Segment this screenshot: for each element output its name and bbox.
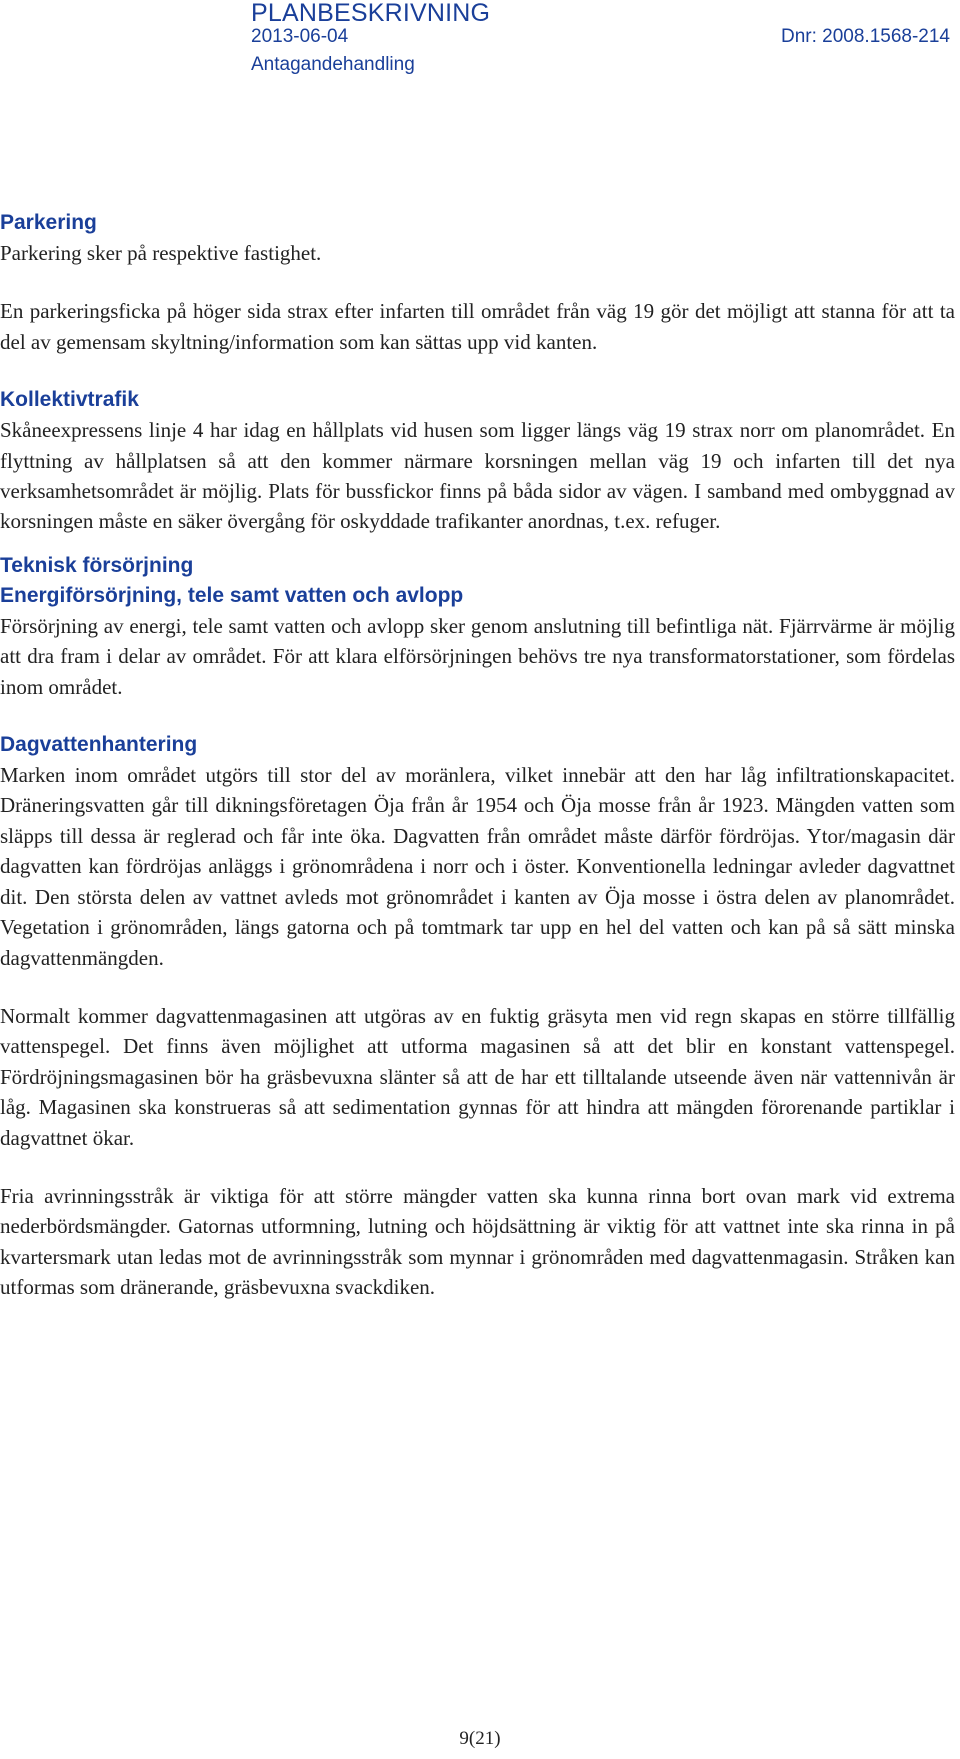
page-header	[0, 0, 960, 90]
document-dnr: Dnr: 2008.1568-214	[780, 26, 950, 47]
section-teknisk-forsorjning	[0, 551, 960, 702]
page-number: 9(21)	[459, 1728, 501, 1749]
document-date: 2013-06-04	[251, 26, 349, 47]
page-content	[0, 208, 960, 1303]
paragraph-dagvatten-1: Marken inom området utgörs till stor del av moränlera, vilket innebär att den har låg infiltrationskapacitet. Dräneringsvatten går till dikningsföretagen Öja från år 1954 och Öja mosse från år 1923. Mängden vatten som släpps till dessa är reglerad och får inte öka. Dagvatten från området måste därför fördröjas. Ytor/magasin där dagvatten kan fördröjas anläggs i grönområdena i norr och i öster. Konventionella ledningar avleder dagvattnet dit. Den största delen av vattnet avleds mot grönområdet i kanten av Öja mosse i östra delen av planområdet. Vegetation i grönområden, längs gatorna och på tomtmark tar upp en hel del vatten och kan på så sätt minska dagvattenmängden.	[0, 763, 955, 970]
heading-parkering: Parkering	[0, 211, 97, 234]
section-dagvattenhantering	[0, 730, 960, 1303]
document-title: PLANBESKRIVNING	[251, 0, 491, 27]
paragraph-dagvatten-2: Normalt kommer dagvattenmagasinen att utgöras av en fuktig gräsyta men vid regn skapas en större tillfällig vattenspegel. Det finns även möjlighet att utforma magasinen så att det blir en konstant vattenspegel. Fördröjningsmagasinen bör ha gräsbevuxna slänter så att de har ett tilltalande utseende även när vattennivån är låg. Magasinen ska konstrueras så att sedimentation gynnas för att hindra att mängden förorenande partiklar i dagvattnet ökar.	[0, 1003, 955, 1150]
paragraph-dagvatten-3: Fria avrinningsstråk är viktiga för att större mängder vatten ska kunna rinna bort ovan mark vid extrema nederbördsmängder. Gatornas utformning, lutning och höjdsättning är viktig för att vattnet inte ska rinna in på kvartersmark utan ledas mot de avrinningsstråk som mynnar i grönområden med dagvattenmagasin. Stråken kan utformas som dränerande, gräsbevuxna svackdiken.	[0, 1183, 955, 1300]
document-status: Antagandehandling	[251, 54, 415, 75]
paragraph-parkering-1: Parkering sker på respektive fastighet.	[0, 241, 322, 265]
heading-kollektivtrafik: Kollektivtrafik	[0, 388, 139, 412]
heading-teknisk-forsorjning: Teknisk försörjning	[0, 553, 194, 577]
paragraph-kollektivtrafik-1: Skåneexpressens linje 4 har idag en hållplats vid husen som ligger längs väg 19 strax norr om planområdet. En flyttning av hållplatsen så att den kommer närmare korsningen mellan väg 19 och infarten till det nya verksamhetsområdet är möjlig. Plats för bussfickor finns på båda sidor av vägen. I samband med ombyggnad av korsningen måste en säker övergång för oskyddade trafikanter anordnas, t.ex. refuger.	[0, 418, 955, 534]
paragraph-parkering-2: En parkeringsficka på höger sida strax efter infarten till området från väg 19 gör det möjligt att stanna för att ta del av gemensam skyltning/information som kan sättas upp vid kanten.	[0, 299, 955, 354]
heading-dagvattenhantering: Dagvattenhantering	[0, 733, 198, 757]
paragraph-teknisk-1: Försörjning av energi, tele samt vatten och avlopp sker genom anslutning till befintliga nät. Fjärrvärme är möjlig att dra fram i delar av området. För att klara elförsörjningen behövs tre nya transformatorstationer, som fördelas inom området.	[0, 613, 955, 699]
section-kollektivtrafik	[0, 385, 960, 537]
subheading-energiforsorjning: Energiförsörjning, tele samt vatten och avlopp	[0, 583, 464, 607]
section-parkering	[0, 208, 960, 357]
